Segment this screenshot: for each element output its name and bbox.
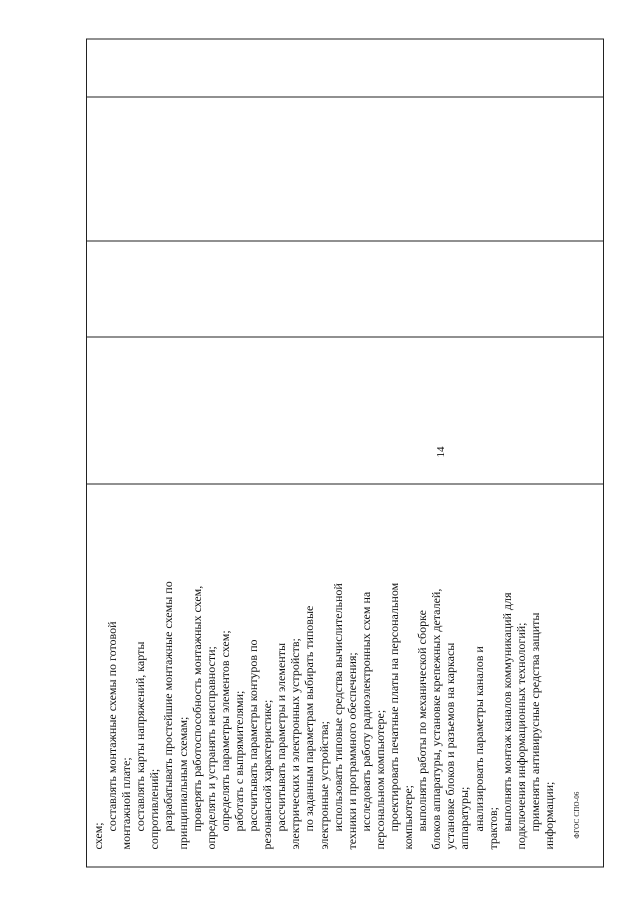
skill-line: трактов; (485, 807, 500, 850)
skill-line: определять и устранять неисправности; (203, 646, 218, 850)
skill-line: рассчитывать параметры контуров по (246, 639, 261, 832)
skill-line: по заданным параметрам выбирать типовые (302, 605, 317, 832)
skill-line: использовать типовые средства вычислительной (330, 583, 345, 832)
skill-line: анализировать параметры каналов и (471, 646, 486, 832)
skill-line: разрабатывать простейшие монтажные схемы по (161, 581, 176, 832)
skill-line: электронные устройства; (316, 721, 331, 850)
empty-cell-4 (86, 97, 604, 242)
skill-line: выполнять монтаж каналов коммуникаций для (499, 592, 514, 832)
footer-code: ФГОС СПО-06 (573, 791, 581, 839)
skill-line: резонансной характеристике; (260, 699, 275, 850)
competency-table (86, 37, 604, 868)
skill-line: проектировать печатные платы на персональном (386, 582, 401, 832)
skill-line: работать с выпрямителями; (231, 690, 246, 832)
skill-line: составлять монтажные схемы по готовой (105, 621, 120, 832)
skill-line: техники и программного обеспечения; (344, 652, 359, 850)
page-number: 14 (435, 446, 447, 458)
skill-line: проверять работоспособность монтажных схем, (189, 585, 204, 832)
skills-cell (86, 484, 604, 868)
skill-line: определять параметры элементов схем; (217, 630, 232, 832)
empty-cell-5 (86, 39, 604, 98)
empty-cell-3 (86, 241, 604, 338)
skill-line: монтажной плате; (119, 757, 134, 850)
skill-line: блоков аппаратуры, установке крепежных деталей, (429, 588, 444, 850)
skill-line: составлять карты напряжений, карты (133, 641, 148, 832)
skill-line: установке блоков и разъемов на каркасы (443, 642, 458, 850)
skill-line: персональном компьютере; (372, 709, 387, 850)
skill-line: исследовать работу радиоэлектронных схем на (358, 591, 373, 832)
skill-line: электрических и электронных устройств; (288, 638, 303, 850)
skill-line: подключения информационных технологий; (513, 622, 528, 850)
skill-line: информации; (542, 781, 556, 850)
skill-line: выполнять работы по механической сборке (415, 610, 430, 832)
skill-line: сопротивлений; (147, 768, 162, 850)
skill-line: рассчитывать параметры и элементы (274, 642, 289, 832)
skill-line: компьютере; (401, 784, 416, 850)
empty-cell-2 (86, 337, 604, 485)
skill-line: принципиальным схемам; (175, 716, 190, 850)
skill-line: схем; (91, 822, 105, 850)
skill-line: применять антивирусные средства защиты (527, 612, 542, 832)
skill-line: аппаратуры; (457, 786, 472, 850)
